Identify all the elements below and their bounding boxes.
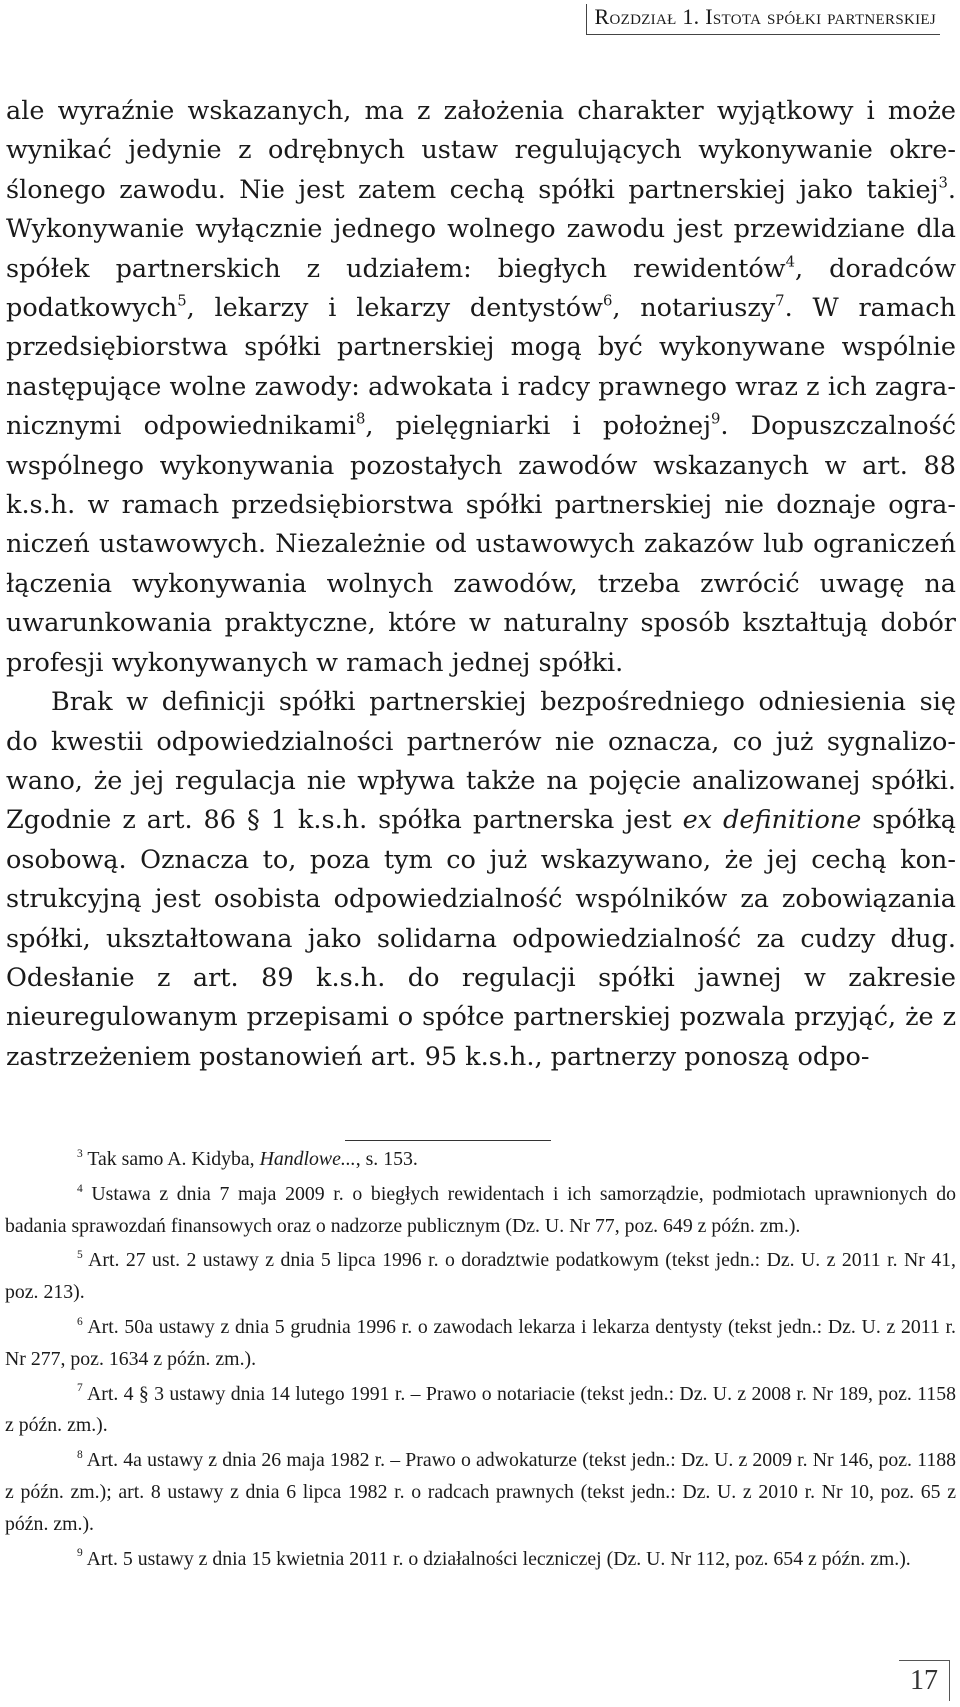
body-paragraph bbox=[6, 683, 956, 1077]
italic-text: ex definitione bbox=[682, 805, 862, 836]
footnote: $^9$ Art. 5 ustawy z dnia 15 kwietnia 2011 r. o działalności leczniczej (Dz. U. Nr 112, poz. 654 z późn. zm.). bbox=[77, 1547, 911, 1570]
italic-text: Handlowe... bbox=[259, 1148, 356, 1170]
footnote: $^8$ Art. 4a ustawy z dnia 26 maja 1982 r. – Prawo o adwokaturze (tekst jedn.: Dz. U. z 2009 r. Nr 146, poz. 1188 z późn. zm.); art. 8 ustawy z dnia 6 lipca 1982 r. o radcach prawnych (tekst jedn.: Dz. U. z 2010 r. Nr 10, poz. 65 z późn. zm.). bbox=[5, 1448, 956, 1535]
text-run: Art. 4 § 3 ustawy dnia 14 lutego 1991 r. – Prawo o notariacie (tekst jedn.: Dz. U. z 2008 r. Nr 189, poz. 1158 z późn. zm.). bbox=[5, 1382, 956, 1437]
footnote-separator bbox=[345, 1140, 551, 1141]
footnote: $^6$ Art. 50a ustawy z dnia 5 grudnia 1996 r. o zawodach lekarza i lekarza dentysty (tekst jedn.: Dz. U. z 2011 r. Nr 277, poz. 1634 z późn. zm.). bbox=[5, 1315, 957, 1370]
running-head: Rozdział 1. Istota spółki partnerskiej bbox=[586, 4, 940, 35]
text-run: , lekarzy i lekarzy dentystów bbox=[186, 293, 603, 324]
text-run: . W ramach przedsiębiorstwa spółki partnerskiej mogą być wykonywane wspólnie następujące wolne zawody: adwokata i radcy prawnego wraz z ich zagranicznymi odpowiednikami bbox=[6, 293, 956, 442]
text-run: Art. 4a ustawy z dnia 26 maja 1982 r. – Prawo o adwokaturze (tekst jedn.: Dz. U. z 2009 r. Nr 146, poz. 1188 z późn. zm.); art. 8 ustawy z dnia 6 lipca 1982 r. o radcach prawnych (tekst jedn.: Dz. U. z 2010 r. Nr 10, poz. 65 z późn. zm.). bbox=[5, 1449, 956, 1535]
footnote: $^5$ Art. 27 ust. 2 ustawy z dnia 5 lipca 1996 r. o doradztwie podatkowym (tekst jedn.: Dz. U. z 2011 r. Nr 41, poz. 213). bbox=[5, 1249, 957, 1304]
text-run: , doradców podatkowych bbox=[6, 253, 956, 324]
text-run: , pielęgniarki i położnej bbox=[365, 411, 712, 442]
text-run: , s. 153. bbox=[355, 1148, 418, 1170]
footnote-reference: 5 bbox=[177, 292, 187, 310]
text-run: Art. 27 ust. 2 ustawy z dnia 5 lipca 1996 r. o doradztwie podatkowym (tekst jedn.: Dz. U. z 2011 r. Nr 41, poz. 213). bbox=[5, 1249, 957, 1304]
footnote-reference: 3 bbox=[938, 174, 948, 192]
text-run: ale wyraźnie wskazanych, ma z założenia charakter wyjątkowy i może wynikać jedynie z odrębnych ustaw regulujących wykonywanie określonego zawodu. Nie jest zatem cechą spółki partnerskiej jako takiej bbox=[6, 96, 956, 205]
page-number: 17 bbox=[899, 1660, 950, 1701]
text-run: Brak w definicji spółki partnerskiej bezpośredniego odniesienia się do kwestii odpowiedzialności partnerów nie oznacza, co już sygnalizowano, że jej regulacja nie wpływa także na pojęcie analizowanej spółki. Zgodnie z art. 86 § 1 k.s.h. spółka partnerska jest bbox=[6, 687, 956, 836]
text-run: . Dopuszczalność wspólnego wykonywania pozostałych zawodów wskazanych w art. 88 k.s.h. w ramach przedsiębiorstwa spółki partnerskiej nie doznaje ograniczeń ustawowych. Niezależnie od ustawowych zakazów lub ograniczeń łączenia wykonywania wolnych zawodów, trzeba zwrócić uwagę na uwarunkowania praktyczne, które w naturalny sposób kształtują dobór profesji wykonywanych w ramach jednej spółki. bbox=[6, 411, 956, 678]
footnotes bbox=[5, 1144, 956, 1578]
text-run: , notariuszy bbox=[612, 293, 776, 324]
main-text bbox=[6, 92, 956, 1077]
text-run: Ustawa z dnia 7 maja 2009 r. o biegłych rewidentach i ich samorządzie, podmiotach uprawnionych do badania sprawozdań finansowych oraz o nadzorze publicznym (Dz. U. Nr 77, poz. 649 z późn. zm.). bbox=[5, 1182, 956, 1237]
footnote-reference: 9 bbox=[711, 410, 721, 428]
body-paragraph bbox=[6, 92, 956, 683]
text-run: Art. 5 ustawy z dnia 15 kwietnia 2011 r. o działalności leczniczej (Dz. U. Nr 112, poz. 654 z późn. zm.). bbox=[86, 1547, 911, 1570]
text-run: Tak samo A. Kidyba, bbox=[87, 1148, 260, 1170]
footnote: $^4$ Ustawa z dnia 7 maja 2009 r. o biegłych rewidentach i ich samorządzie, podmiotach uprawnionych do badania sprawozdań finansowych oraz o nadzorze publicznym (Dz. U. Nr 77, poz. 649 z późn. zm.). bbox=[5, 1182, 956, 1237]
footnote-reference: 6 bbox=[602, 292, 613, 310]
footnote-reference: 4 bbox=[785, 252, 796, 270]
footnote-reference: 7 bbox=[775, 292, 785, 310]
text-run: . Wykonywanie wyłącznie jednego wolnego zawodu jest przewidziane dla spółek partnerskich z udziałem: biegłych rewidentów bbox=[6, 174, 956, 284]
footnote: $^7$ Art. 4 § 3 ustawy dnia 14 lutego 1991 r. – Prawo o notariacie (tekst jedn.: Dz. U. z 2008 r. Nr 189, poz. 1158 z późn. zm.). bbox=[5, 1382, 956, 1437]
text-run: spółką osobową. Oznacza to, poza tym co już wskazywano, że jej cechą konstrukcyjną jest osobista odpowiedzialność wspólników za zobowiązania spółki, ukształtowana jako solidarna odpowiedzialność za cudzy dług. Odesłanie z art. 89 k.s.h. do regulacji spółki jawnej w zakresie nieuregulowanym przepisami o spółce partnerskiej pozwala przyjąć, że z zastrzeżeniem postanowień art. 95 k.s.h., partnerzy ponoszą odpo- bbox=[6, 805, 956, 1072]
footnote: $^3$ Tak samo A. Kidyba, Handlowe..., s. 153. bbox=[77, 1147, 418, 1170]
footnote-reference: 8 bbox=[355, 410, 366, 428]
text-run: Art. 50a ustawy z dnia 5 grudnia 1996 r. o zawodach lekarza i lekarza dentysty (tekst jedn.: Dz. U. z 2011 r. Nr 277, poz. 1634 z późn. zm.). bbox=[5, 1315, 957, 1370]
